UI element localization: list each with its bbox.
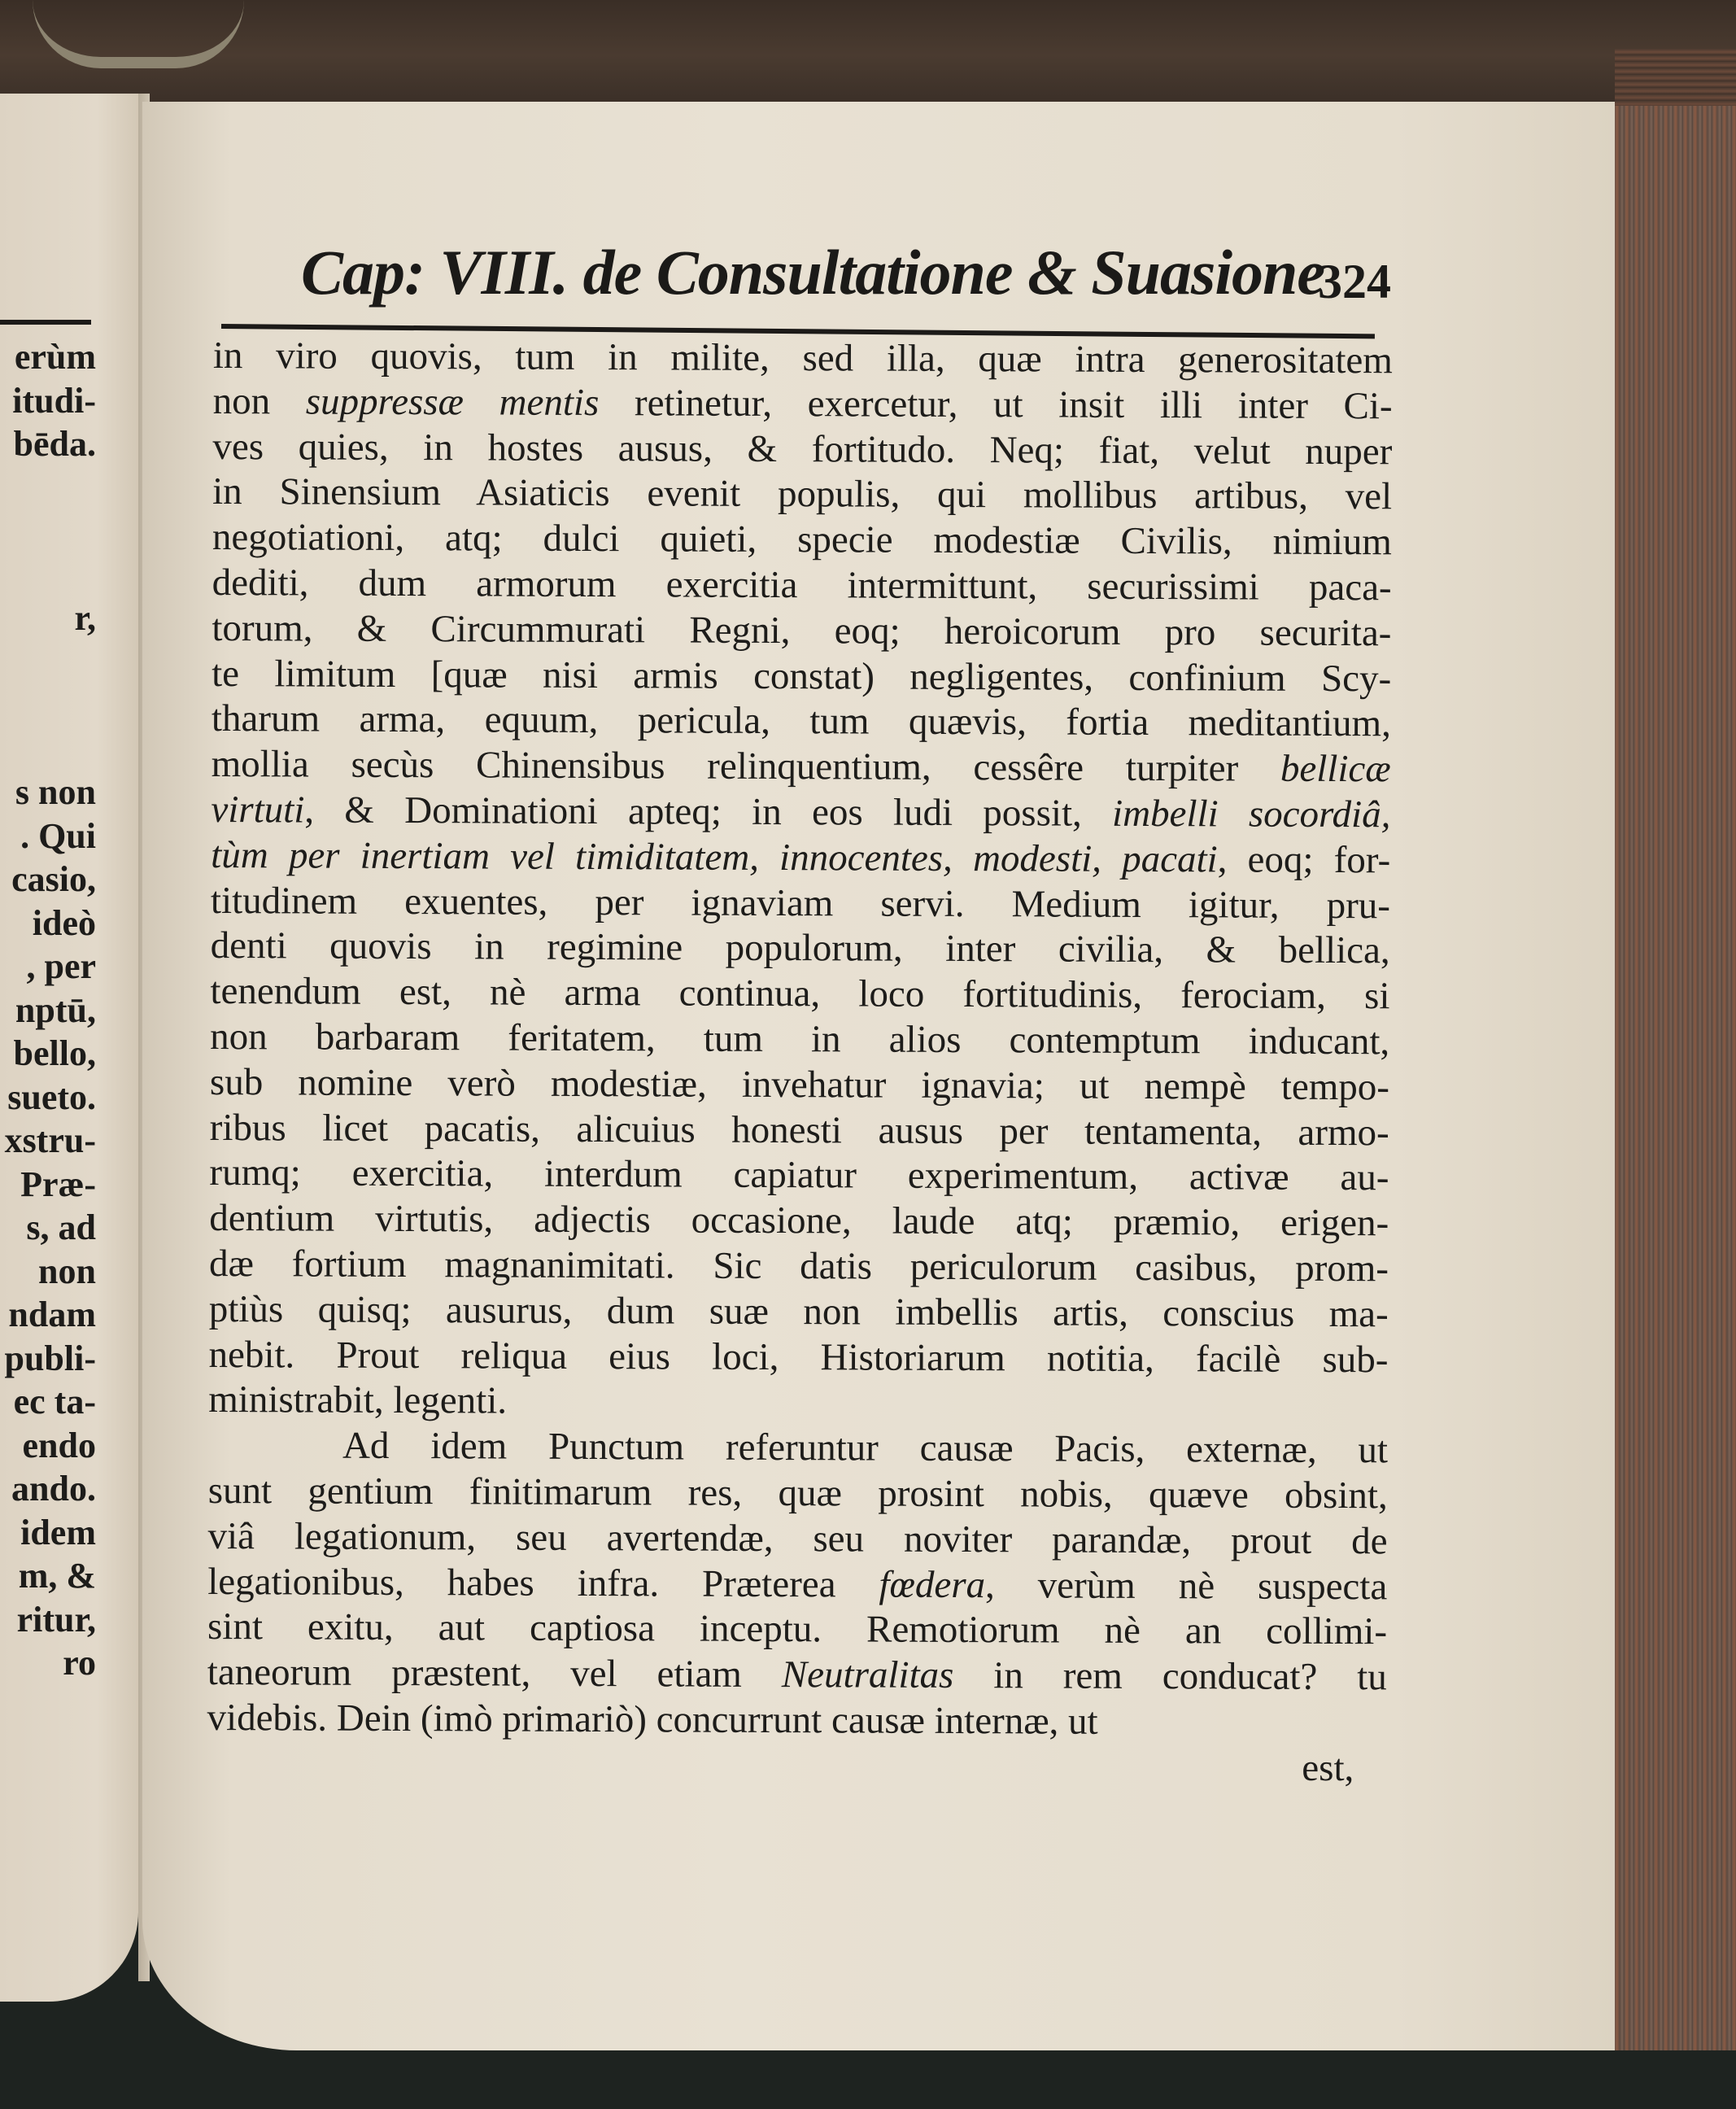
text-line — [210, 1106, 1389, 1156]
text-line — [212, 696, 1391, 747]
text-run: dediti, dum armorum exercitia intermittunt, securissimi paca- — [212, 561, 1392, 609]
text-run: denti quovis in regimine populorum, inter civilia, & bellica, — [210, 924, 1390, 972]
left-page-fragment: itudi- — [12, 380, 96, 421]
text-line — [209, 1287, 1389, 1338]
text-run: dentium virtutis, adjectis occasione, laude atq; præmio, erigen- — [209, 1197, 1389, 1245]
text-line — [208, 1469, 1388, 1519]
text-run: tharum arma, equum, pericula, tum quævis, fortia meditantium, — [211, 697, 1392, 745]
text-run: titudinem exuentes, per ignaviam servi. Medium igitur, pru- — [210, 879, 1391, 927]
italic-phrase: tùm per inertiam vel timiditatem, innocentes, modesti, pacati — [211, 833, 1218, 881]
left-page-fragment: idem — [20, 1512, 96, 1552]
text-run: , verùm nè suspecta — [984, 1563, 1388, 1608]
text-run: videbis. Dein (imò primariò) concurrunt causæ internæ, ut — [207, 1696, 1098, 1743]
text-run: torum, & Circummurati Regni, eoq; heroicorum pro securita- — [212, 606, 1392, 655]
text-line — [211, 833, 1390, 884]
text-line — [212, 742, 1391, 793]
text-line — [207, 1605, 1387, 1655]
italic-phrase: bellicæ — [1280, 747, 1391, 791]
text-run: , eoq; for- — [1217, 838, 1391, 882]
left-page-fragment: Præ- — [20, 1164, 96, 1204]
italic-phrase: fœdera — [879, 1563, 986, 1606]
text-run: in viro quovis, tum in milite, sed illa, quæ intra generositatem — [212, 334, 1393, 382]
text-run: sub nomine verò modestiæ, invehatur ignavia; ut nempè tempo- — [209, 1060, 1390, 1109]
left-page-fragment: endo — [22, 1425, 96, 1465]
left-page-fragment: s, ad — [26, 1207, 96, 1247]
text-line — [212, 606, 1391, 657]
text-run: , & Dominationi apteq; in eos ludi possit, — [304, 788, 1113, 835]
text-run: non — [212, 379, 306, 423]
left-page-fragment: non — [38, 1251, 96, 1291]
text-line — [208, 1423, 1388, 1474]
text-line — [208, 1333, 1388, 1383]
text-run: non barbaram feritatem, tum in alios contemptum inducant, — [210, 1015, 1390, 1063]
text-run: in rem conducat? tu — [953, 1654, 1387, 1699]
text-line — [209, 1242, 1389, 1292]
body-text — [207, 334, 1393, 1792]
text-line — [212, 561, 1392, 611]
catchword: est, — [1302, 1746, 1354, 1789]
italic-phrase: virtuti — [211, 788, 305, 832]
left-page-fragment — [0, 466, 96, 510]
text-line — [212, 515, 1392, 565]
left-page-fragment: ec ta- — [13, 1382, 96, 1421]
text-run: dæ fortium magnanimitati. Sic datis periculorum casibus, prom- — [208, 1242, 1389, 1290]
left-page-fragment: ando. — [11, 1469, 96, 1509]
text-run: Ad idem Punctum referuntur causæ Pacis, externæ, ut — [342, 1424, 1389, 1472]
left-page-fragment: nptū, — [15, 989, 96, 1030]
text-run: sint exitu, aut captiosa inceptu. Remotiorum nè an collimi- — [207, 1605, 1388, 1653]
left-page-fragment — [0, 640, 96, 684]
italic-phrase: imbelli socordiâ, — [1111, 792, 1391, 836]
chapter-title: Cap: VIII. de Consultatione & Suasione — [301, 237, 1324, 308]
left-page-text-fragments — [0, 335, 96, 1685]
text-run: retinetur, exercetur, ut insit illi inter Ci- — [599, 381, 1393, 428]
left-page-fragment: publi- — [4, 1338, 96, 1378]
fore-edge-pages — [1615, 106, 1736, 2050]
text-line — [207, 1650, 1387, 1701]
text-line — [211, 924, 1390, 974]
left-page-fragment — [0, 553, 96, 597]
left-page-fragment: . Qui — [20, 815, 96, 856]
text-line — [212, 425, 1392, 475]
left-page-fragment: r, — [74, 598, 96, 638]
left-page-fragment — [0, 509, 96, 553]
text-run: mollia secùs Chinensibus relinquentium, cessêre turpiter — [211, 743, 1281, 790]
left-page-fragment: m, & — [18, 1556, 96, 1596]
text-run: ves quies, in hostes ausus, & fortitudo. Neq; fiat, velut nuper — [212, 425, 1393, 473]
text-run: tenendum est, nè arma continua, loco fortitudinis, ferociam, si — [210, 970, 1390, 1018]
text-run: sunt gentium finitimarum res, quæ prosint nobis, quæve obsint, — [207, 1469, 1388, 1517]
text-run: in Sinensium Asiaticis evenit populis, qui mollibus artibus, vel — [212, 470, 1393, 518]
left-page-fragment: erùm — [14, 337, 96, 377]
text-line — [210, 1060, 1389, 1111]
left-page-head-rule — [0, 320, 91, 325]
text-run: ministrabit, legenti. — [208, 1378, 508, 1422]
text-line — [207, 1696, 1386, 1746]
text-line — [212, 652, 1391, 702]
text-line — [208, 1378, 1388, 1428]
text-line — [213, 334, 1393, 384]
left-page-fragment: bello, — [13, 1033, 96, 1073]
text-line — [209, 1196, 1389, 1247]
text-line — [207, 1560, 1387, 1610]
running-head — [301, 236, 1391, 325]
left-page-fragment: xstru- — [4, 1120, 96, 1160]
left-page-fragment: ro — [63, 1643, 96, 1683]
text-line — [211, 879, 1390, 929]
text-run: te limitum [quæ nisi armis constat) negligentes, confinium Scy- — [212, 652, 1392, 700]
text-line — [213, 379, 1393, 430]
italic-phrase: Neutralitas — [781, 1653, 954, 1697]
text-run: ribus licet pacatis, alicuius honesti ausus per tentamenta, armo- — [209, 1106, 1389, 1154]
left-page-fragment: casio, — [11, 859, 96, 899]
left-page-fragment: s non — [15, 772, 96, 812]
left-page-fragment: , per — [26, 946, 96, 986]
left-page-fragment: sueto. — [7, 1076, 96, 1117]
italic-phrase: suppressæ mentis — [305, 380, 600, 424]
text-line — [210, 969, 1389, 1020]
text-line — [212, 469, 1392, 520]
text-run: negotiationi, atq; dulci quieti, specie modestiæ Civilis, nimium — [212, 516, 1393, 564]
left-page-fragment — [0, 727, 96, 771]
text-run: legationibus, habes infra. Præterea — [207, 1560, 879, 1606]
text-run: ptiùs quisq; ausurus, dum suæ non imbellis artis, conscius ma- — [208, 1287, 1389, 1336]
text-line — [210, 1015, 1389, 1065]
left-page-fragment: ndam — [8, 1295, 96, 1334]
page-number: 324 — [1318, 255, 1391, 308]
text-run: rumq; exercitia, interdum capiatur experimentum, activæ au- — [209, 1151, 1389, 1199]
text-run: taneorum præstent, vel etiam — [207, 1651, 782, 1696]
left-page-fragment — [0, 683, 96, 727]
left-page-fragment: bēda. — [13, 424, 96, 464]
left-page-fragment: ritur, — [16, 1599, 96, 1640]
text-run: viâ legationum, seu avertendæ, seu noviter parandæ, prout de — [207, 1514, 1388, 1563]
text-line — [211, 788, 1390, 838]
text-line — [209, 1151, 1389, 1201]
left-page-fragment: ideò — [32, 902, 96, 943]
text-line — [207, 1514, 1387, 1565]
fore-edge-top — [1615, 49, 1736, 114]
text-run: nebit. Prout reliqua eius loci, Historiarum notitia, facilè sub- — [208, 1333, 1389, 1381]
